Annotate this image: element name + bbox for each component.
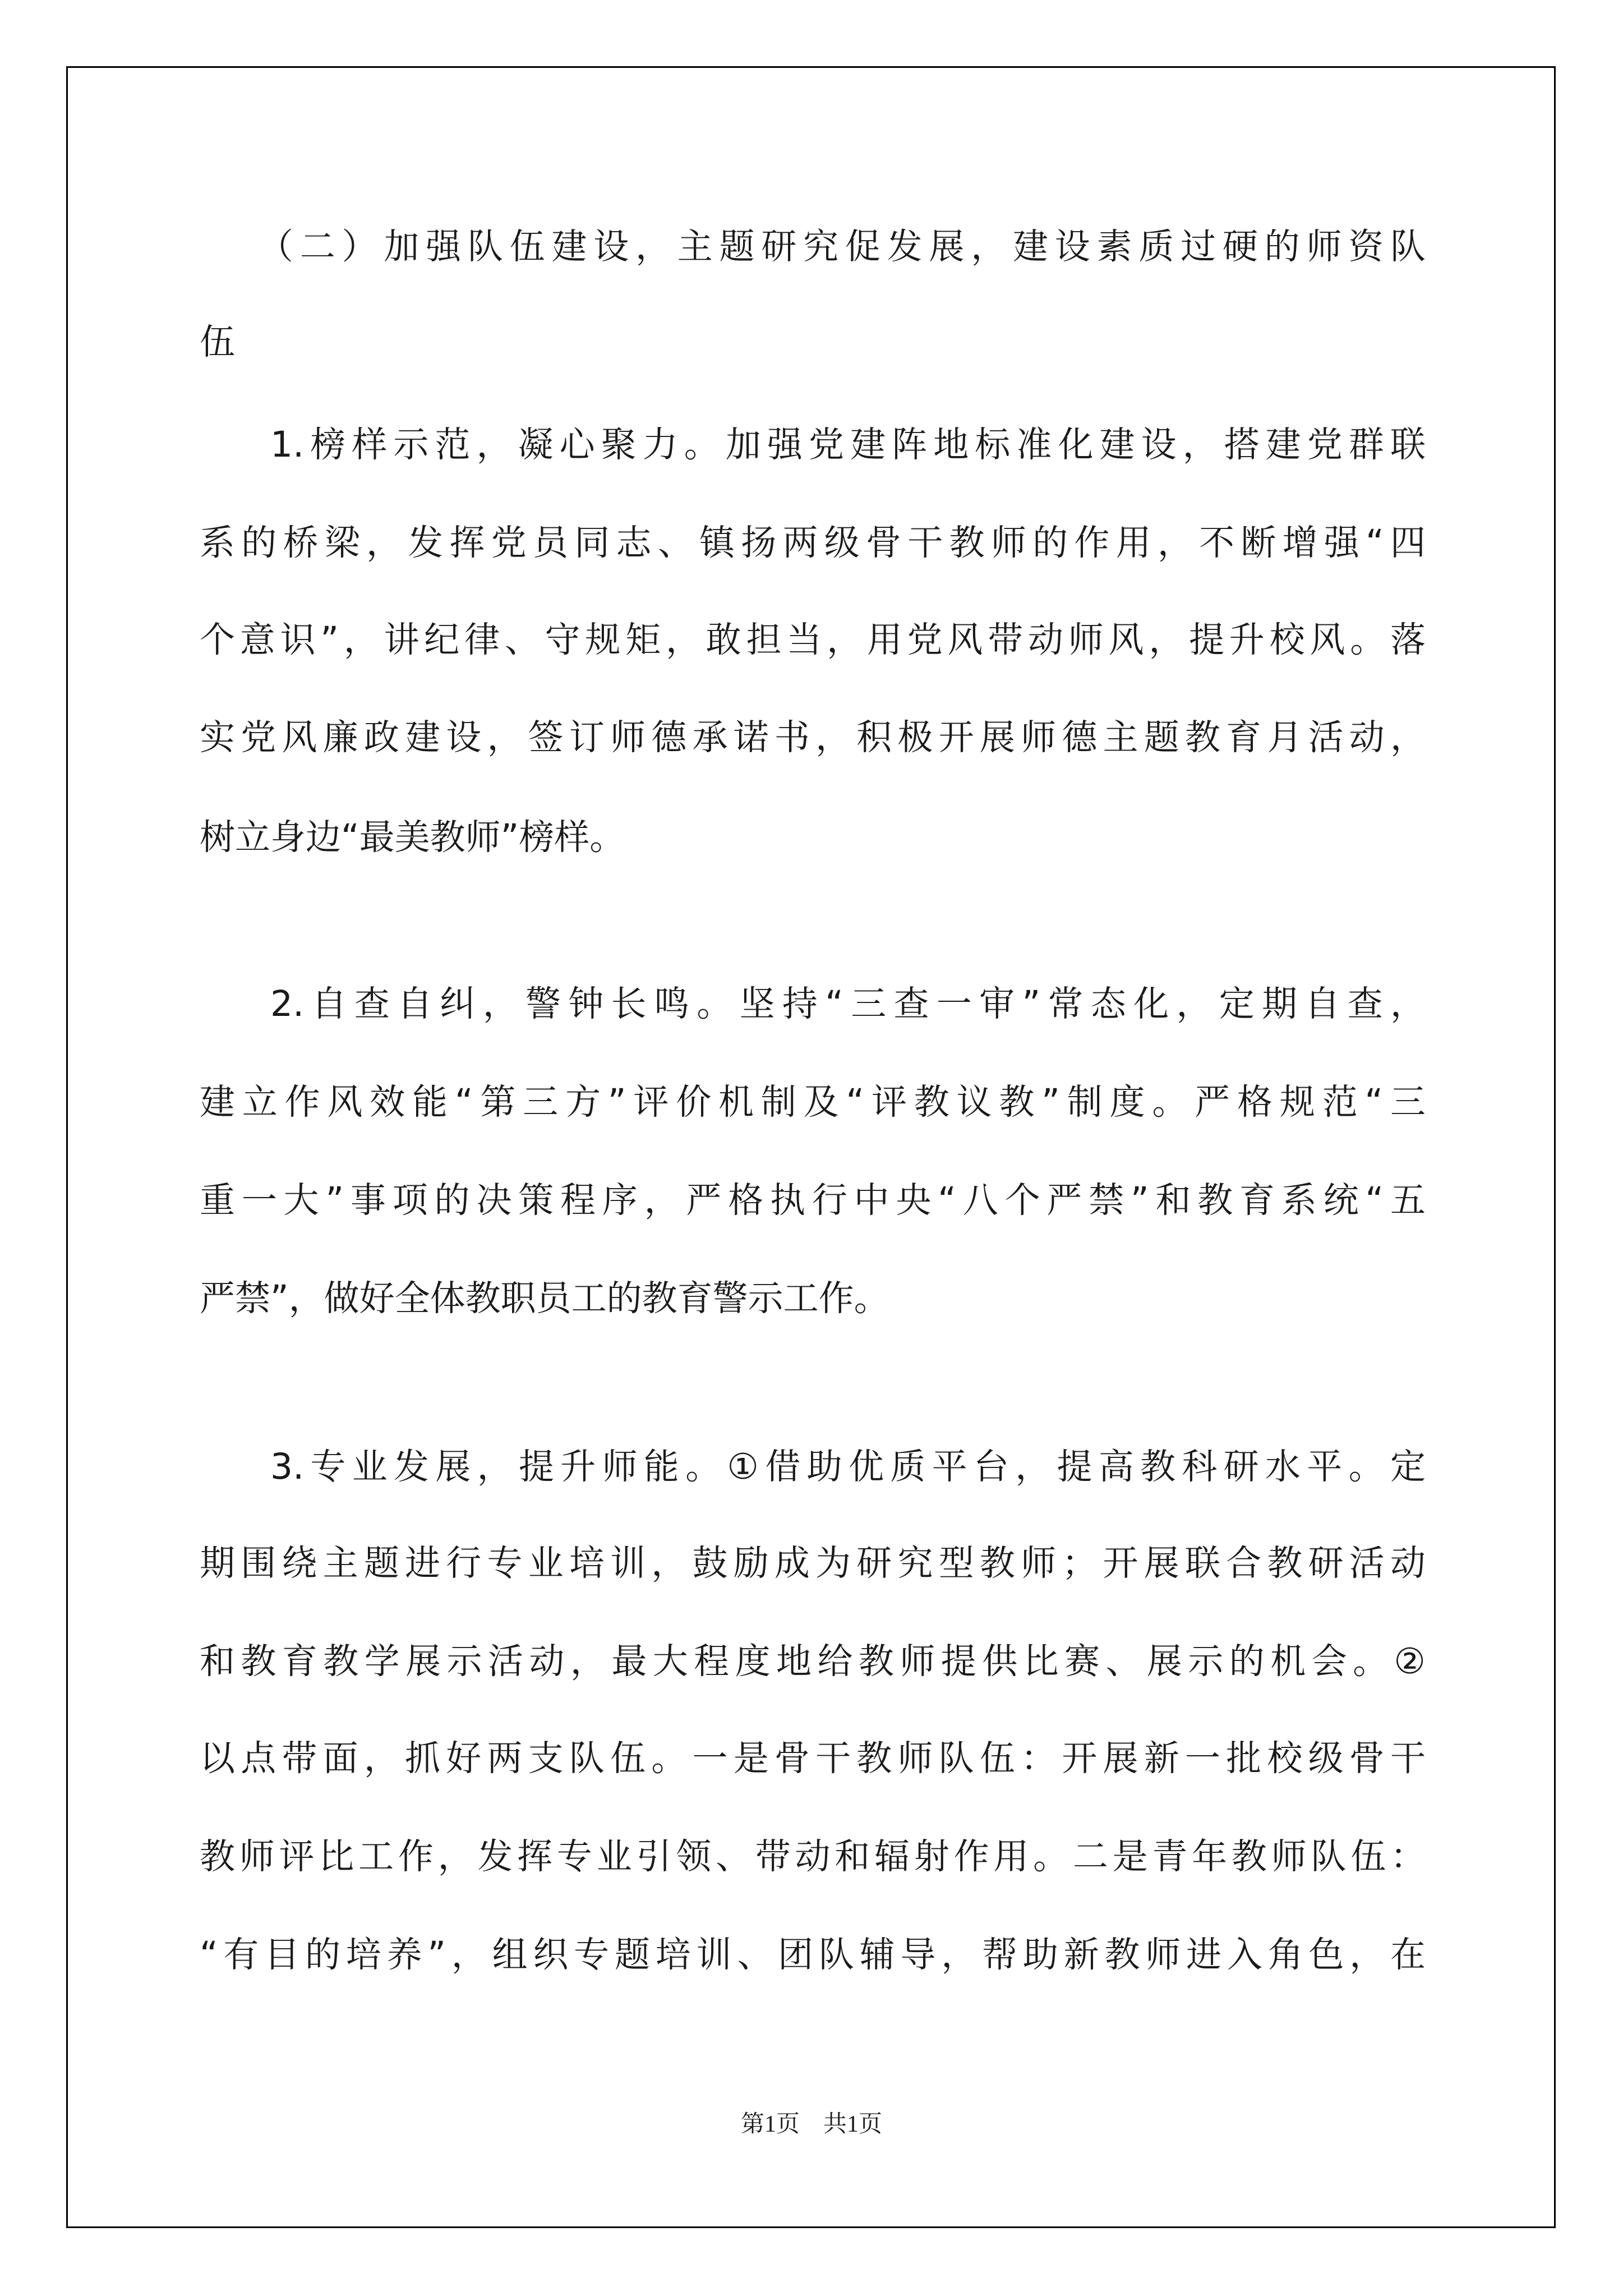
paragraph-line: 实党风廉政建设，签订师德承诺书，积极开展师德主题教育月活动， [200,717,1426,758]
paragraph-line: “有目的培养”，组织专题培训、团队辅导，帮助新教师进入角色，在 [200,1934,1426,1975]
paragraph-line: 教师评比工作，发挥专业引领、带动和辐射作用。二是青年教师队伍： [200,1836,1426,1877]
page-border [66,66,1556,2228]
paragraph-line: 2.自查自纠，警钟长鸣。坚持“三查一审”常态化，定期自查， [270,983,1426,1024]
paragraph-line: 3.专业发展，提升师能。①借助优质平台，提高教科研水平。定 [270,1446,1426,1487]
paragraph-line: 树立身边“最美教师”榜样。 [200,817,625,858]
section-heading-line-2: 伍 [200,321,235,362]
paragraph-line: 和教育教学展示活动，最大程度地给教师提供比赛、展示的机会。② [200,1641,1426,1682]
paragraph-line: 1.榜样示范，凝心聚力。加强党建阵地标准化建设，搭建党群联 [270,424,1426,465]
paragraph-line: 期围绕主题进行专业培训，鼓励成为研究型教师；开展联合教研活动 [200,1543,1426,1584]
page-number-footer: 第1页 共1页 [740,2111,882,2137]
paragraph-line: 系的桥梁，发挥党员同志、镇扬两级骨干教师的作用，不断增强“四 [200,522,1426,563]
paragraph-line: 个意识”，讲纪律、守规矩，敢担当，用党风带动师风，提升校风。落 [200,619,1426,660]
paragraph-line: 以点带面，抓好两支队伍。一是骨干教师队伍：开展新一批校级骨干 [200,1738,1426,1779]
paragraph-line: 严禁”，做好全体教职员工的教育警示工作。 [200,1278,889,1319]
paragraph-line: 建立作风效能“第三方”评价机制及“评教议教”制度。严格规范“三 [200,1082,1426,1122]
paragraph-line: 重一大”事项的决策程序，严格执行中央“八个严禁”和教育系统“五 [200,1180,1426,1221]
section-heading-line-1: （二）加强队伍建设，主题研究促发展，建设素质过硬的师资队 [258,226,1426,267]
